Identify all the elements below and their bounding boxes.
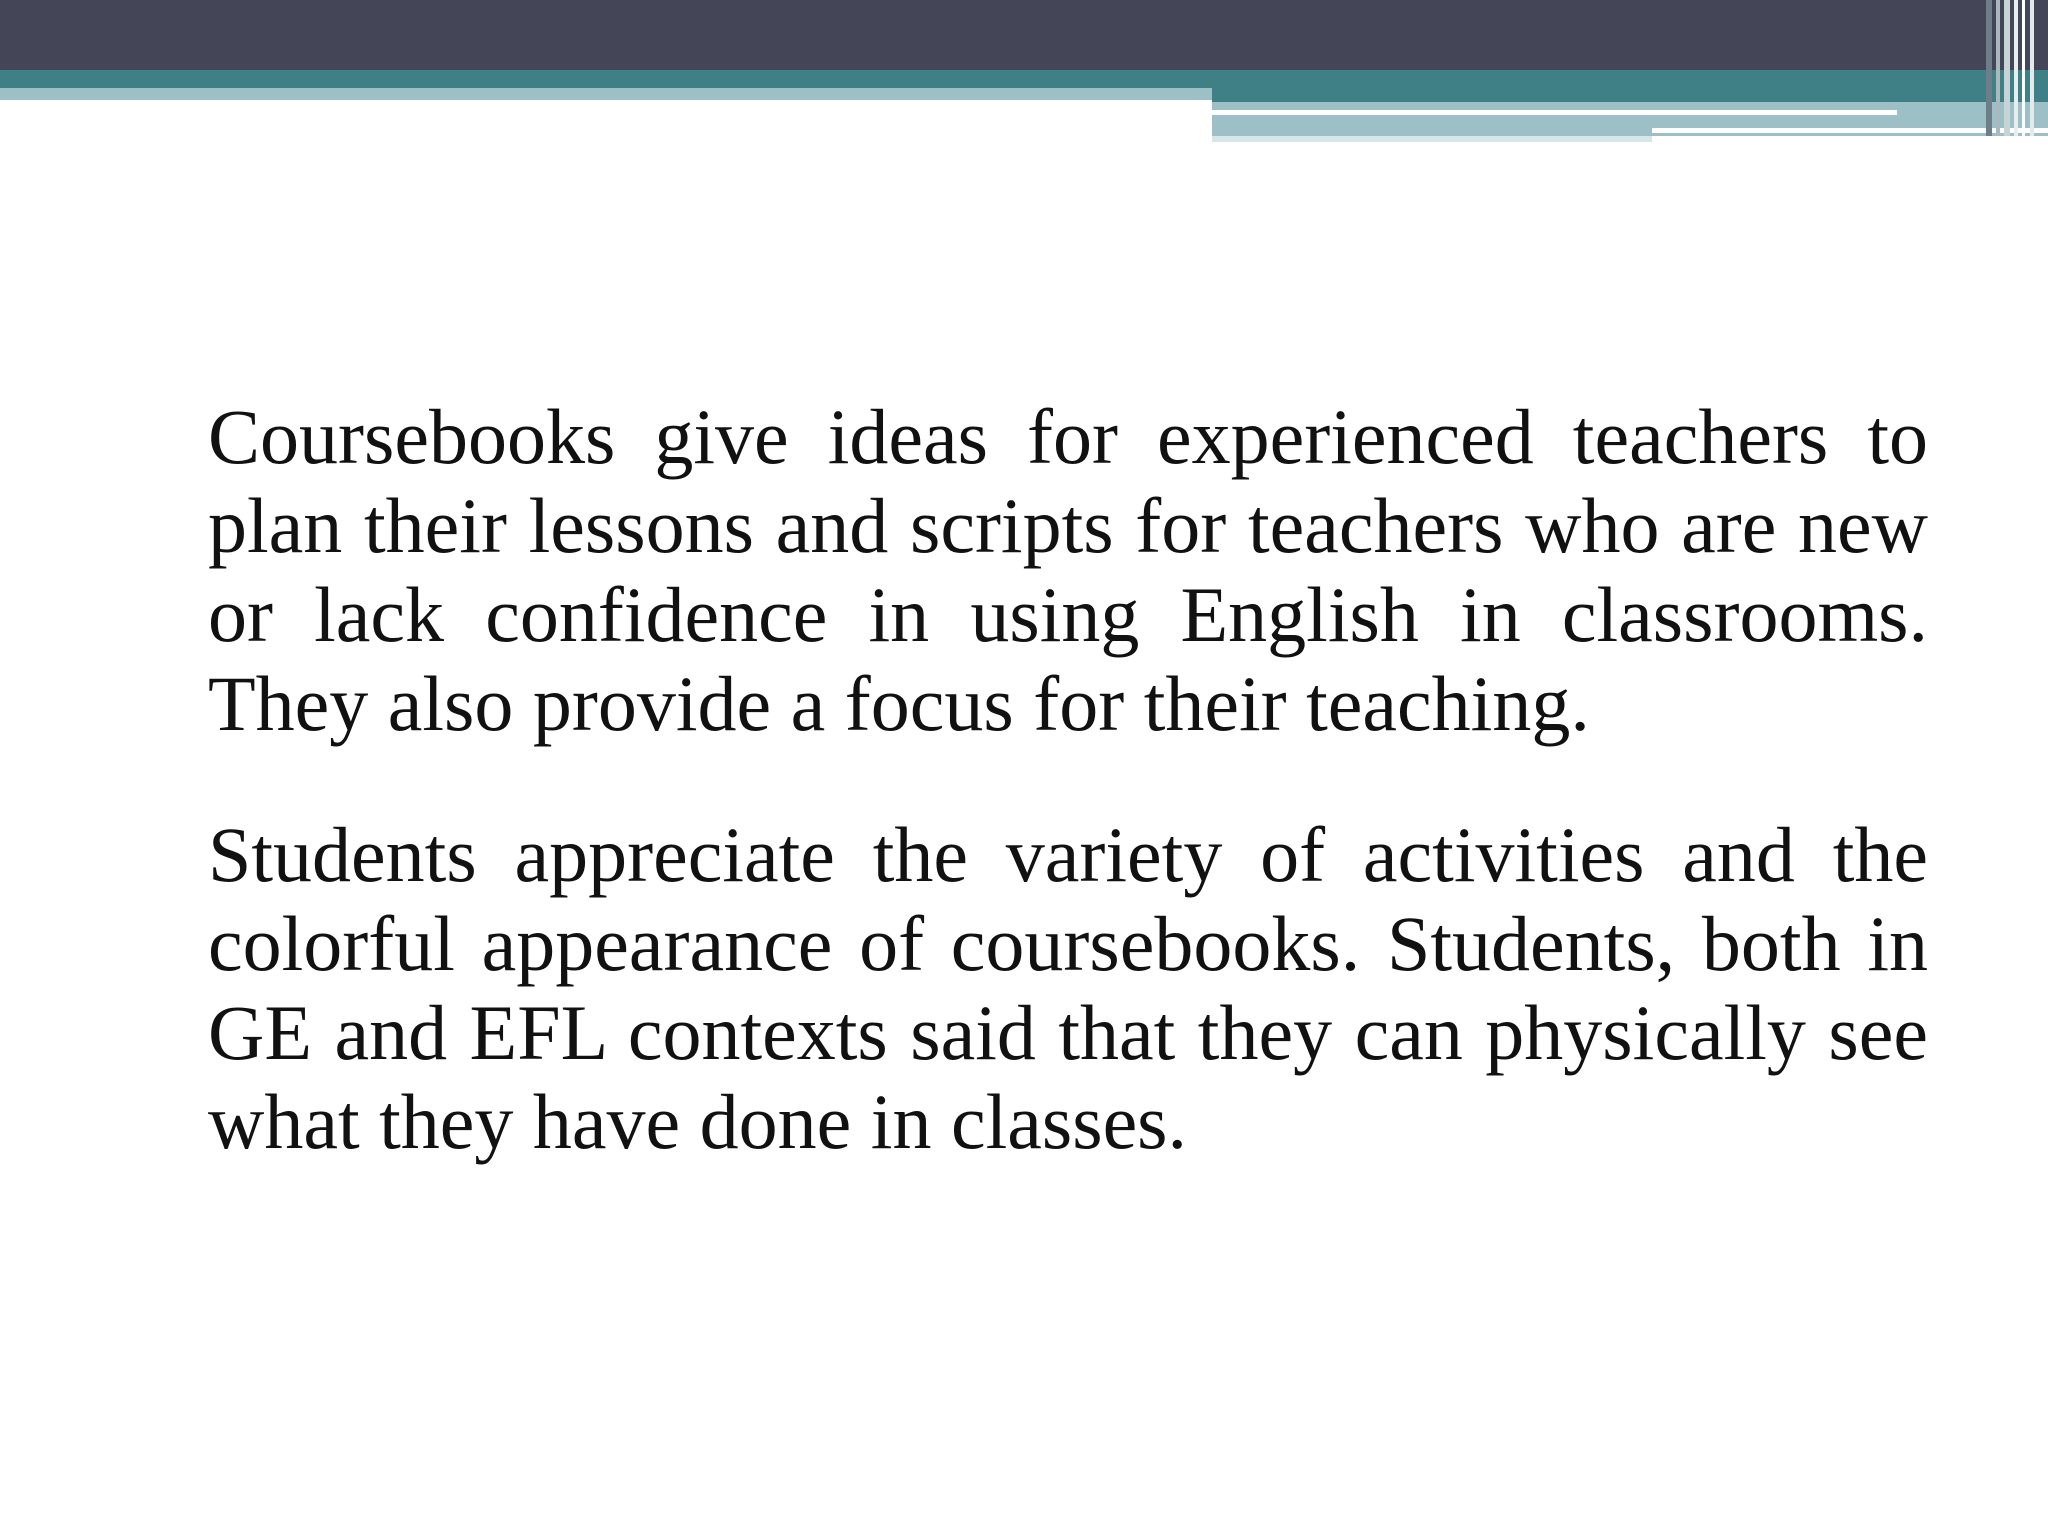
header-stripe — [2022, 0, 2025, 136]
header-band-light-teal — [0, 88, 1212, 100]
header-band-right-teal — [1212, 88, 2048, 102]
header-stripe — [2030, 0, 2034, 136]
header-stripe — [1996, 0, 2000, 136]
header-stripe — [2014, 0, 2018, 136]
body-paragraph: Students appreciate the variety of activities and the colorful appearance of coursebooks. Students, both in GE and EFL contexts said that they can physically see what they have done in classes. — [208, 811, 1928, 1165]
header-band-dark — [0, 0, 2048, 70]
header-band-teal — [0, 70, 2048, 88]
header-fade — [1212, 136, 1652, 142]
header-accent-line — [1212, 110, 1897, 115]
slide-body — [208, 392, 1928, 1166]
header-stripe — [1986, 0, 1992, 136]
body-paragraph: Coursebooks give ideas for experienced teachers to plan their lessons and scripts for teachers who are new or lack confidence in using English in classrooms. They also provide a focus for their teaching. — [208, 393, 1928, 747]
header-stripe — [2004, 0, 2010, 136]
